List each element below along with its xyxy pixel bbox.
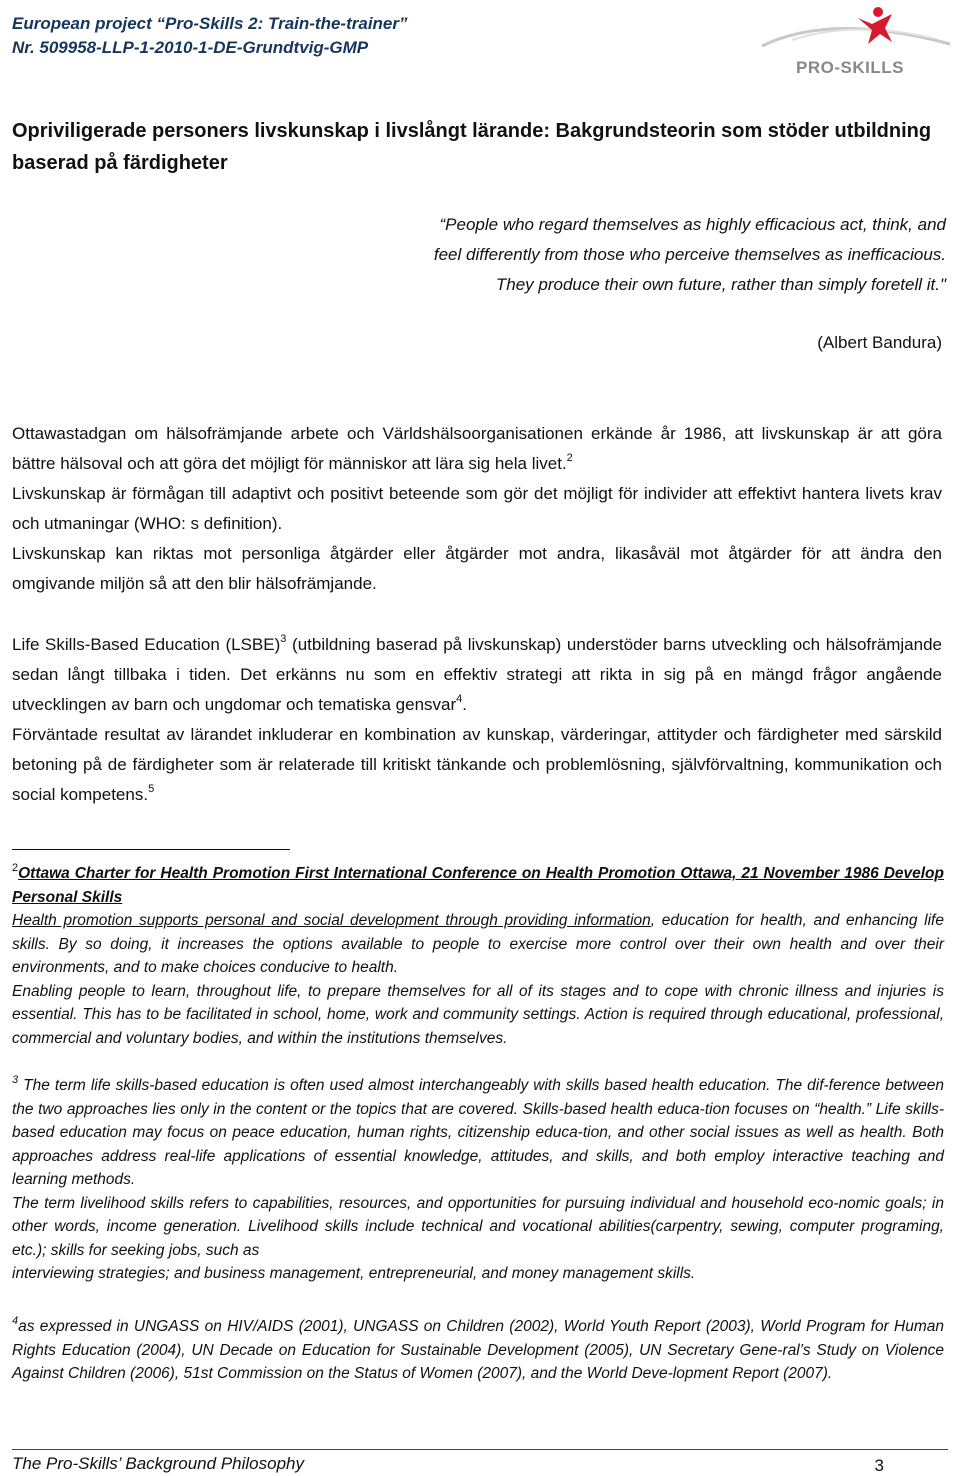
page-number: 3 bbox=[874, 1456, 884, 1475]
project-title: European project “Pro-Skills 2: Train-the-trainer” bbox=[12, 14, 408, 33]
footnote-text: The term livelihood skills refers to capabilities, resources, and opportunities for pursuing individual and household eco-nomic goals; in other words, income generation. Livelihood skills include technical and vocational abilities(carpentry, sewing, computer programing, etc.); skills for seeking jobs, such as bbox=[12, 1194, 944, 1259]
paragraph: Livskunskap är förmågan till adaptivt och positivt beteende som gör det möjligt för individer att effektivt hantera livets krav och utmaningar (WHO: s definition). bbox=[12, 484, 942, 533]
paragraph: Ottawastadgan om hälsofrämjande arbete och Världshälsoorganisationen erkände år 1986, att livskunskap är att göra bättre hälsoval och att göra det möjligt för människor att lära sig hela livet.$^2$ bbox=[12, 424, 942, 473]
footnote-3: $^3$ The term life skills-based education is often used almost interchangeably with skills based health education. The dif-ference between the two approaches lies only in the content or the topics that are covered. Skills-based health educa-tion focuses on “health.” Life skills-based education may focus on peace education, human rights, citizenship educa-tion, and other social issues as well as health. Both approaches address real-life applications of essential knowledge, attitudes, and skills, and both employ interactive teaching and learning methods. The term livelihood skills refers to capabilities, resources, and opportunities for pursuing individual and household eco-nomic goals; in other words, income generation. Livelihood skills include technical and vocational abilities(carpentry, sewing, computer programing, etc.); skills for seeking jobs, such as interviewing strategies; and business management, entrepreneurial, and money management skills. bbox=[12, 1074, 944, 1286]
footnote-ref[interactable]: 5 bbox=[148, 783, 155, 796]
footnote-text: Enabling people to learn, throughout life, to prepare themselves for all of its stages and to cope with chronic illness and injuries is essential. This has to be facilitated in school, home, work and community settings. Action is required through educational, professional, commercial and voluntary bodies, and within the institutions themselves. bbox=[12, 982, 944, 1047]
paragraph: Livskunskap kan riktas mot personliga åtgärder eller åtgärder mot andra, likasåväl mot åtgärder för att ändra den omgivande miljön så att den blir hälsofrämjande. bbox=[12, 544, 942, 593]
footnote-ref[interactable]: 3 bbox=[280, 633, 287, 646]
footnote-number: 2 bbox=[12, 861, 19, 874]
footnote-ref[interactable]: 2 bbox=[566, 452, 573, 465]
paragraph: Life Skills-Based Education (LSBE)$^3$ (utbildning baserad på livskunskap) understöder barns utveckling och hälsofrämjande sedan långt tillbaka i tiden. Det erkänns nu som en effektiv strategi att rikta in sig på en mängd frågor angående utvecklingen av barn och ungdomar och tematiska gensvar$^4$. bbox=[12, 633, 942, 714]
document-header bbox=[12, 12, 612, 60]
quote-line: They produce their own future, rather than simply foretell it." bbox=[495, 275, 946, 294]
footer-title: The Pro-Skills’ Background Philosophy bbox=[12, 1454, 304, 1473]
footnote-underlined: Health promotion supports personal and social development through providing information bbox=[12, 912, 651, 929]
footnote-ref[interactable]: 4 bbox=[456, 693, 463, 706]
footnote-4: $^4$as expressed in UNGASS on HIV/AIDS (2001), UNGASS on Children (2002), World Youth Report (2003), World Program for Human Rights Education (2004), UN Decade on Education for Sustainable Development (2005), UN Secretary Gene-ral’s Study on Violence Against Children (2006), 51st Commission on the Status of Women (2007), and the World Deve-lopment Report (2007). bbox=[12, 1314, 944, 1382]
footnote-number: 4 bbox=[12, 1314, 19, 1327]
footnote-number: 3 bbox=[12, 1073, 19, 1086]
footnote-separator bbox=[12, 849, 290, 850]
logo-wordmark: PRO-SKILLS bbox=[796, 58, 904, 77]
project-number: Nr. 509958-LLP-1-2010-1-DE-Grundtvig-GMP bbox=[12, 38, 369, 57]
footnote-heading: Ottawa Charter for Health Promotion First International Conference on Health Promotion Ottawa, 21 November 1986 Develop Personal Skills bbox=[12, 865, 944, 906]
pro-skills-logo bbox=[752, 2, 960, 82]
quote-line: “People who regard themselves as highly efficacious act, think, and bbox=[439, 215, 946, 234]
bandura-quote bbox=[300, 210, 946, 300]
page-title: Opriviligerade personers livskunskap i livslångt lärande: Bakgrundsteorin som stöder utbildning baserad på färdigheter bbox=[12, 120, 932, 174]
quote-line: feel differently from those who perceive themselves as inefficacious. bbox=[433, 245, 946, 264]
footer-separator bbox=[12, 1449, 948, 1450]
paragraph: Förväntade resultat av lärandet inkluderar en kombination av kunskap, värderingar, attityder och färdigheter med särskild betoning på de färdigheter som är relaterade till kritiskt tänkande och problemlösning, självförvaltning, kommunikation och social kompetens.$^5$ bbox=[12, 725, 942, 804]
footnote-2: $^2$Ottawa Charter for Health Promotion First International Conference on Health Promotion Ottawa, 21 November 1986 Develop Personal Skills Health promotion supports personal and social development through providing information, education for health, and enhancing life skills. By so doing, it increases the options available to people to exercise more control over their own health and over their environments, and to make choices conducive to health. Enabling people to learn, throughout life, to prepare themselves for all of its stages and to cope with chronic illness and injuries is essential. This has to be facilitated in school, home, work and community settings. Action is required through educational, professional, commercial and voluntary bodies, and within the institutions themselves. bbox=[12, 862, 944, 1050]
body-text bbox=[12, 419, 942, 599]
footnote-text: interviewing strategies; and business management, entrepreneurial, and money management skills. bbox=[12, 1265, 696, 1282]
quote-attribution: (Albert Bandura) bbox=[817, 333, 942, 352]
body-text-lsbe bbox=[12, 630, 942, 810]
